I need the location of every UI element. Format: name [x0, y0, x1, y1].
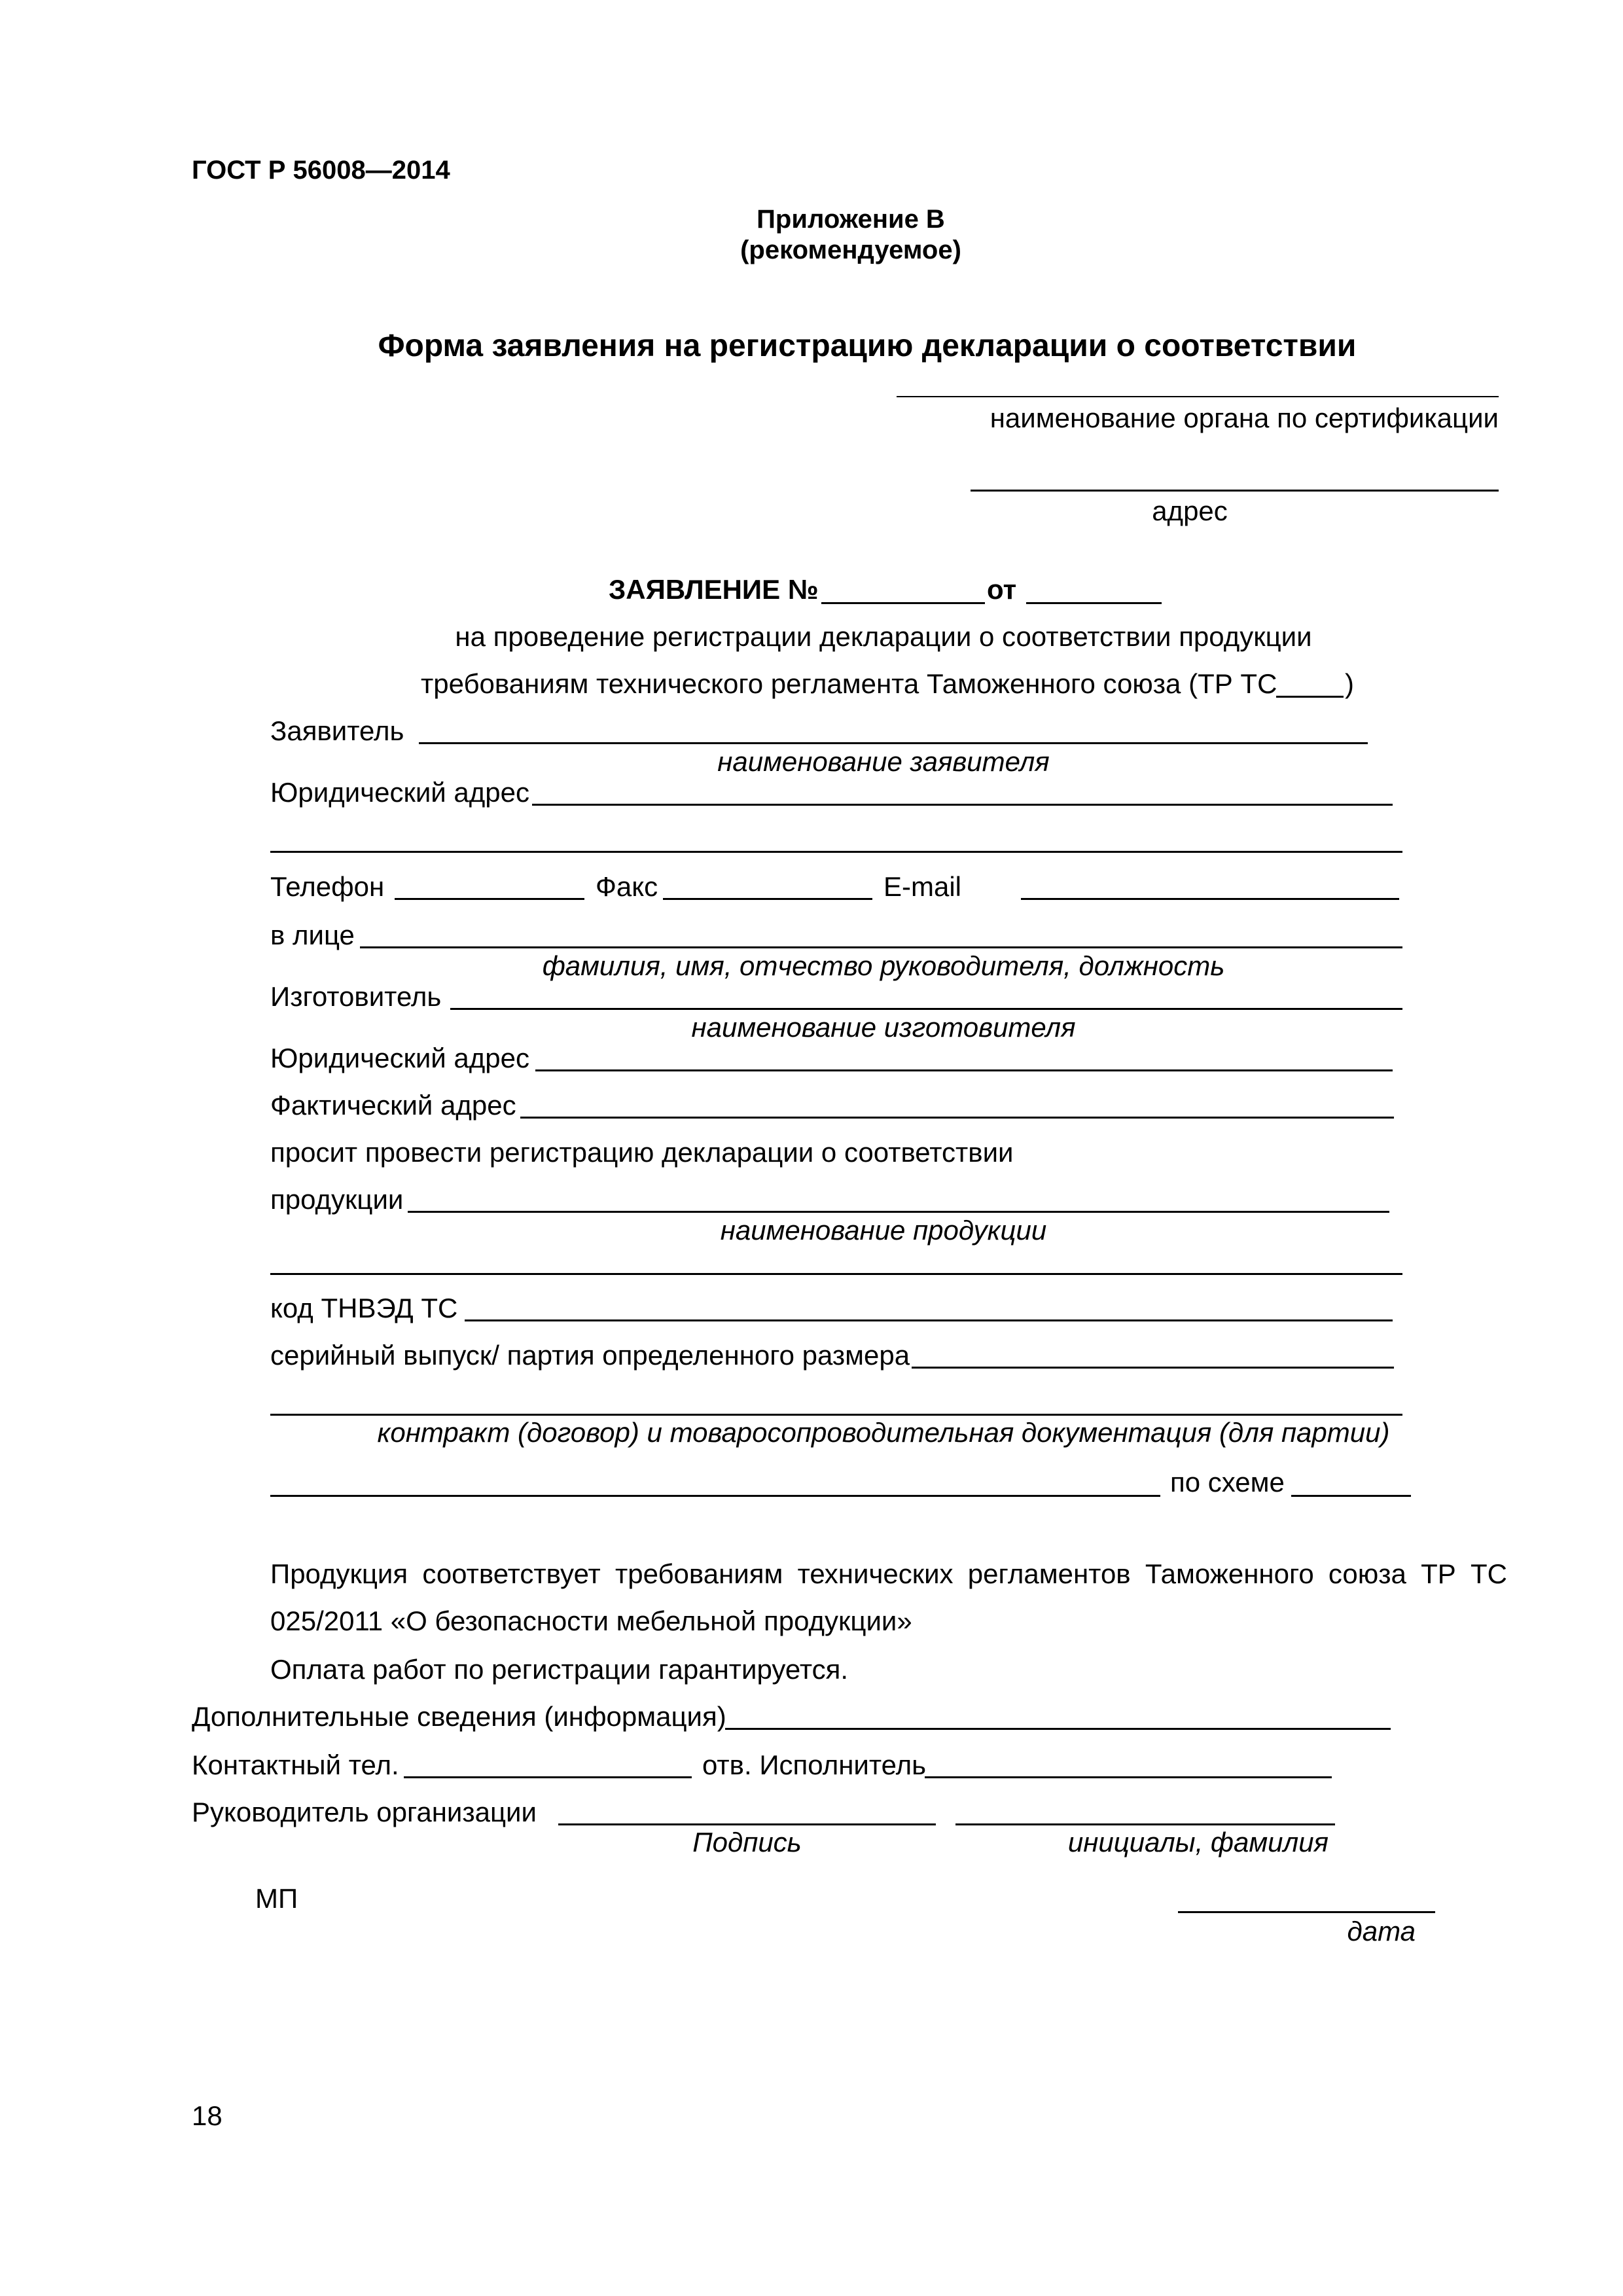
product-label: продукции	[270, 1184, 404, 1215]
stamp-label: МП	[255, 1883, 298, 1914]
org-name-caption: наименование органа по сертификации	[990, 403, 1499, 433]
legal-address-label: Юридический адрес	[270, 777, 530, 808]
org-name-line[interactable]	[897, 396, 1499, 397]
product-field[interactable]	[408, 1211, 1389, 1213]
appendix-note: (рекомендуемое)	[740, 236, 961, 264]
payment-text: Оплата работ по регистрации гарантируется.	[270, 1654, 849, 1685]
application-subtitle-2-end: )	[1345, 668, 1354, 699]
application-subtitle-1: на проведение регистрации декларации о соответствии продукции	[455, 621, 1312, 652]
signature-caption: Подпись	[692, 1827, 802, 1857]
tnved-field[interactable]	[465, 1319, 1393, 1321]
compliance-line-2: 025/2011 «О безопасности мебельной продукции»	[270, 1605, 912, 1636]
contract-caption: контракт (договор) и товаросопроводительная документация (для партии)	[377, 1417, 1390, 1448]
additional-info-field[interactable]	[725, 1728, 1391, 1730]
person-field[interactable]	[360, 946, 1402, 948]
manufacturer-legal-address-label: Юридический адрес	[270, 1043, 530, 1073]
application-heading-prefix: ЗАЯВЛЕНИЕ №	[609, 574, 819, 605]
tnved-label: код ТНВЭД ТС	[270, 1293, 458, 1323]
manufacturer-caption: наименование изготовителя	[691, 1012, 1076, 1043]
contract-field[interactable]	[270, 1414, 1402, 1416]
manufacturer-legal-address-field[interactable]	[535, 1069, 1393, 1071]
fax-label: Факс	[596, 871, 658, 902]
executor-label: отв. Исполнитель	[702, 1749, 926, 1780]
application-heading-from: от	[987, 574, 1017, 605]
standard-number: ГОСТ Р 56008—2014	[192, 156, 450, 185]
product-caption: наименование продукции	[720, 1215, 1047, 1246]
fax-field[interactable]	[663, 898, 872, 900]
date-caption: дата	[1347, 1916, 1416, 1946]
serial-field[interactable]	[912, 1367, 1394, 1369]
additional-info-label: Дополнительные сведения (информация)	[192, 1701, 726, 1732]
name-caption: инициалы, фамилия	[1067, 1827, 1329, 1857]
email-label: E-mail	[883, 871, 962, 902]
contact-phone-label: Контактный тел.	[192, 1749, 399, 1780]
scheme-label: по схеме	[1170, 1467, 1285, 1498]
page-number: 18	[192, 2100, 223, 2131]
serial-label: серийный выпуск/ партия определенного размера	[270, 1340, 910, 1371]
applicant-field[interactable]	[419, 742, 1368, 744]
person-label: в лице	[270, 920, 355, 950]
date-field[interactable]	[1178, 1911, 1435, 1913]
address-caption: адрес	[1152, 495, 1228, 526]
legal-address-field-2[interactable]	[270, 851, 1402, 853]
tr-ts-number-line[interactable]	[1276, 696, 1344, 698]
actual-address-field[interactable]	[520, 1117, 1394, 1119]
executor-field[interactable]	[925, 1776, 1332, 1778]
appendix-label: Приложение В	[757, 205, 945, 234]
application-date-line[interactable]	[1026, 602, 1162, 604]
applicant-label: Заявитель	[270, 715, 404, 746]
address-line[interactable]	[971, 490, 1499, 492]
person-caption: фамилия, имя, отчество руководителя, должность	[542, 950, 1225, 981]
scheme-field[interactable]	[1291, 1495, 1411, 1497]
actual-address-label: Фактический адрес	[270, 1090, 516, 1121]
name-field[interactable]	[955, 1823, 1335, 1825]
head-label: Руководитель организации	[192, 1797, 537, 1827]
request-text: просит провести регистрацию декларации о соответствии	[270, 1137, 1014, 1168]
application-subtitle-2: требованиям технического регламента Таможенного союза (ТР ТС	[421, 668, 1277, 699]
scheme-prefix-field[interactable]	[270, 1495, 1160, 1497]
email-field[interactable]	[1021, 898, 1399, 900]
manufacturer-field[interactable]	[450, 1008, 1402, 1010]
form-title: Форма заявления на регистрацию декларации о соответствии	[378, 329, 1357, 363]
phone-field[interactable]	[395, 898, 584, 900]
signature-field[interactable]	[558, 1823, 936, 1825]
applicant-caption: наименование заявителя	[717, 746, 1050, 777]
product-field-2[interactable]	[270, 1273, 1402, 1275]
manufacturer-label: Изготовитель	[270, 981, 442, 1012]
legal-address-field[interactable]	[532, 804, 1393, 806]
compliance-line-1: Продукция соответствует требованиям технических регламентов Таможенного союза ТР ТС	[270, 1558, 1507, 1589]
phone-label: Телефон	[270, 871, 385, 902]
application-number-line[interactable]	[821, 602, 985, 604]
contact-phone-field[interactable]	[404, 1776, 692, 1778]
